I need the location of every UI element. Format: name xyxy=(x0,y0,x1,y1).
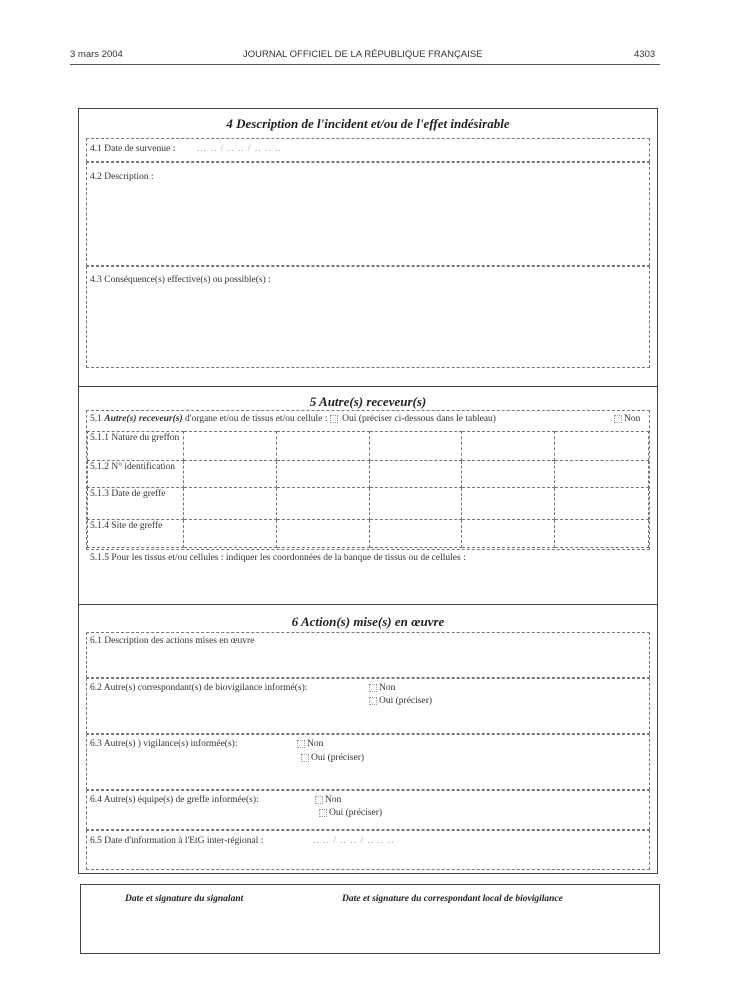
table-cell[interactable] xyxy=(183,520,276,548)
table-row xyxy=(88,520,649,548)
correspondants-label: 6.2 Autre(s) correspondant(s) de biovigilance informé(s): xyxy=(90,683,308,693)
section-divider xyxy=(78,604,658,605)
table-cell[interactable] xyxy=(369,432,462,461)
table-cell[interactable] xyxy=(555,461,649,488)
table-row xyxy=(88,461,649,488)
field-correspondants xyxy=(86,678,650,734)
receveurs-q-prefix: 5.1 xyxy=(90,414,102,424)
field-consequences[interactable] xyxy=(86,266,650,368)
vigilances-non xyxy=(297,739,323,749)
checkbox-non[interactable] xyxy=(614,415,622,423)
field-equipes xyxy=(86,790,650,830)
field-date-information[interactable] xyxy=(86,830,650,870)
checkbox-oui[interactable] xyxy=(330,415,338,423)
vigilances-label: 6.3 Autre(s) ) vigilance(s) informée(s): xyxy=(90,739,238,749)
receveurs-opt-no: Non xyxy=(624,414,641,424)
table-cell[interactable] xyxy=(369,488,462,520)
receveurs-opt-yes: Oui (préciser ci-dessous dans le tableau) xyxy=(342,414,496,424)
header-page-number: 4303 xyxy=(634,49,656,60)
date-information-placeholder: .. .. / .. .. / .. .. .. xyxy=(313,836,395,846)
table-cell[interactable] xyxy=(369,461,462,488)
receveurs-table xyxy=(87,431,649,548)
checkbox-non[interactable] xyxy=(369,684,377,692)
table-cell[interactable] xyxy=(462,520,555,548)
equipes-label: 6.4 Autre(s) équipe(s) de greffe informée(s): xyxy=(90,795,259,805)
checkbox-non[interactable] xyxy=(315,796,323,804)
header-date: 3 mars 2004 xyxy=(70,49,123,60)
equipes-non xyxy=(315,795,341,805)
receveurs-q-bold: Autre(s) receveur(s) xyxy=(104,414,183,424)
consequences-label: 4.3 Conséquence(s) effective(s) ou possible(s) : xyxy=(90,275,271,285)
option-label: Non xyxy=(307,739,324,749)
table-cell[interactable] xyxy=(183,432,276,461)
correspondants-non xyxy=(369,683,395,693)
table-cell[interactable] xyxy=(276,520,369,548)
table-cell[interactable] xyxy=(555,432,649,461)
table-cell[interactable] xyxy=(369,520,462,548)
date-information-label: 6.5 Date d'information à l'EtG inter-régional : xyxy=(90,836,264,846)
row-label: 5.1.4 Site de greffe xyxy=(88,520,184,548)
signature-correspondant: Date et signature du correspondant local de biovigilance xyxy=(342,894,563,904)
section-4-title: 4 Description de l'incident et/ou de l'effet indésirable xyxy=(226,116,510,131)
receveurs-question xyxy=(90,414,496,424)
header-rule xyxy=(70,64,660,65)
table-cell[interactable] xyxy=(276,488,369,520)
option-label: Non xyxy=(325,795,342,805)
signature-signalant: Date et signature du signalant xyxy=(125,894,244,904)
row-label: 5.1.1 Nature du greffon xyxy=(88,432,184,461)
row-label: 5.1.3 Date de greffe xyxy=(88,488,184,520)
table-cell[interactable] xyxy=(183,488,276,520)
section-5-title: 5 Autre(s) receveur(s) xyxy=(309,394,427,409)
header-journal: JOURNAL OFFICIEL DE LA RÉPUBLIQUE FRANÇAISE xyxy=(243,49,483,60)
table-cell[interactable] xyxy=(462,461,555,488)
table-cell[interactable] xyxy=(555,488,649,520)
field-vigilances xyxy=(86,734,650,790)
table-cell[interactable] xyxy=(183,461,276,488)
option-label: Non xyxy=(379,683,396,693)
field-actions-description[interactable] xyxy=(86,632,650,678)
description-label: 4.2 Description : xyxy=(90,172,154,182)
option-label: Oui (préciser) xyxy=(379,696,433,706)
equipes-oui xyxy=(319,808,382,818)
table-cell[interactable] xyxy=(276,461,369,488)
correspondants-oui xyxy=(369,696,432,706)
date-survenue-placeholder: ... .. / .. .. / .. .. .. xyxy=(197,144,282,154)
checkbox-oui[interactable] xyxy=(301,754,309,762)
field-date-survenue[interactable] xyxy=(86,138,650,162)
date-survenue-label: 4.1 Date de survenue : xyxy=(90,144,176,154)
checkbox-oui[interactable] xyxy=(369,697,377,705)
section-divider xyxy=(78,386,658,387)
field-description[interactable] xyxy=(86,162,650,266)
vigilances-oui xyxy=(301,753,364,763)
receveurs-q-rest: d'organe et/ou de tissus et/ou cellule : xyxy=(184,414,328,424)
section-6-title: 6 Action(s) mise(s) en œuvre xyxy=(291,614,445,629)
row-label: 5.1.2 N° identification xyxy=(88,461,184,488)
table-row xyxy=(88,432,649,461)
table-row xyxy=(88,488,649,520)
checkbox-oui[interactable] xyxy=(319,809,327,817)
table-cell[interactable] xyxy=(555,520,649,548)
tissue-bank-note: 5.1.5 Pour les tissus et/ou cellules : indiquer les coordonnées de la banque de tissus ou de cellules : xyxy=(90,553,466,563)
actions-description-label: 6.1 Description des actions mises en œuvre xyxy=(90,636,255,646)
option-label: Oui (préciser) xyxy=(329,808,383,818)
table-cell[interactable] xyxy=(462,488,555,520)
table-cell[interactable] xyxy=(462,432,555,461)
option-label: Oui (préciser) xyxy=(311,753,365,763)
table-cell[interactable] xyxy=(276,432,369,461)
receveurs-no-option xyxy=(614,414,640,424)
checkbox-non[interactable] xyxy=(297,740,305,748)
